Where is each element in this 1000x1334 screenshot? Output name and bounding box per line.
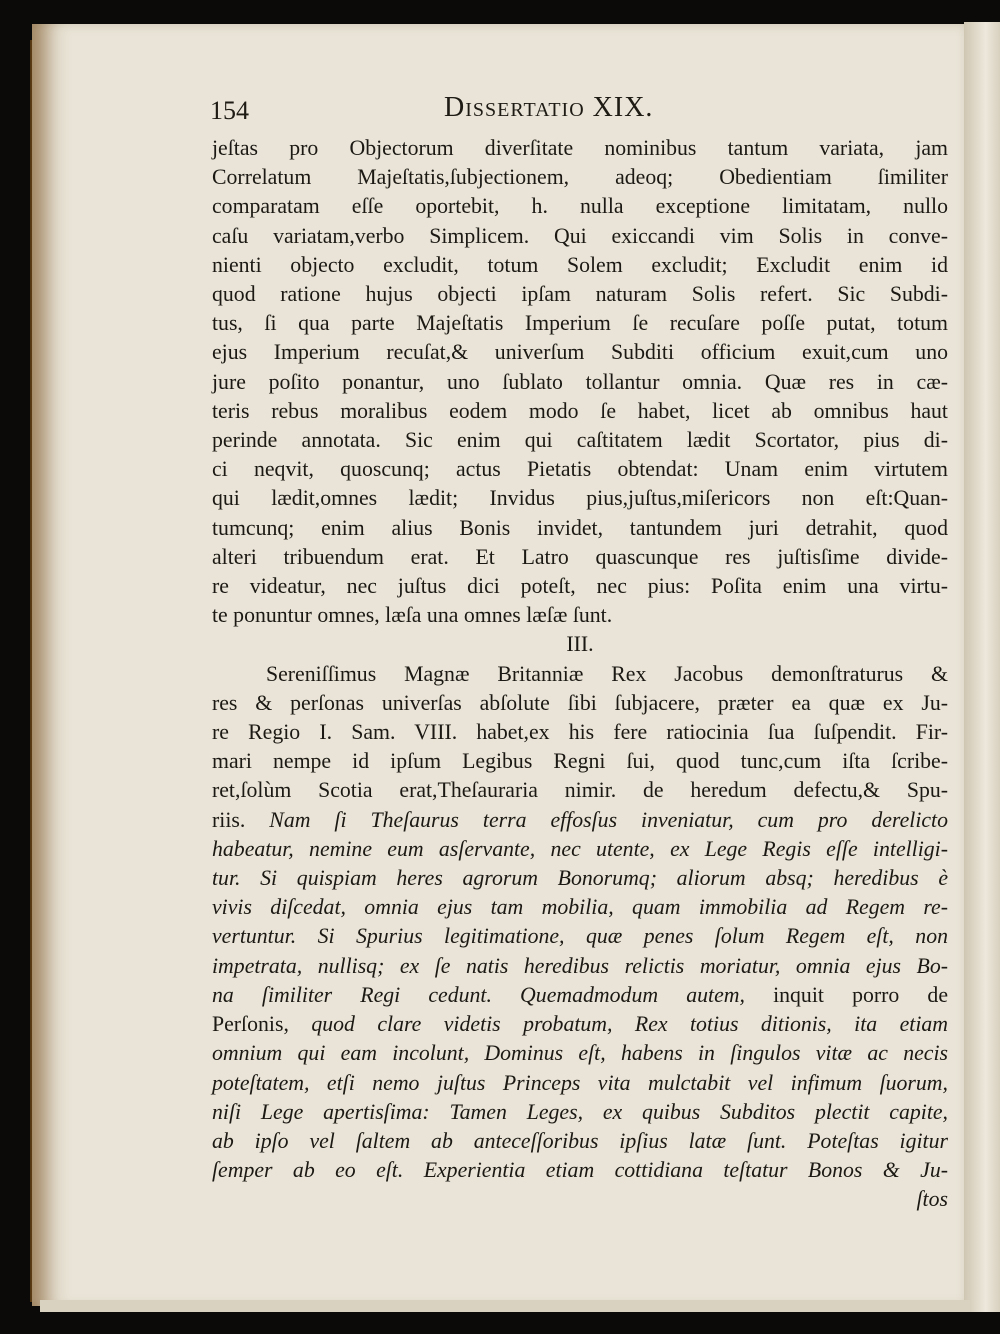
section-number: III. — [566, 632, 594, 657]
italic-line: niſi Lege apertisſima: Tamen Leges, ex quibus Subditos plectit capite, — [212, 1099, 948, 1124]
text-line-mixed — [212, 981, 948, 1010]
body-text — [212, 134, 948, 1215]
text-line-mixed — [212, 806, 948, 835]
italic-line: vivis diſcedat, omnia ejus tam mobilia, quam immobilia ad Regem re- — [212, 895, 948, 920]
page-header — [210, 90, 950, 130]
text-line: caſu variatam,verbo Simplicem. Qui exiccandi vim Solis in conve- — [212, 223, 948, 248]
italic-line: omnium qui eam incolunt, Dominus eſt, habens in ſingulos vitæ ac necis — [212, 1041, 948, 1066]
catchword: ſtos — [916, 1187, 948, 1212]
text-line: te ponuntur omnes, læſa una omnes læſæ ſunt. — [212, 603, 613, 628]
text-line: tumcunq; enim alius Bonis invidet, tantundem juri detrahit, quod — [212, 515, 948, 540]
text-line: quod ratione hujus objecti ipſam naturam Solis refert. Sic Subdi- — [212, 282, 948, 307]
text-line: alteri tribuendum erat. Et Latro quascunque res juſtisſime divide- — [212, 544, 948, 569]
italic-span: quod clare videtis probatum, Rex totius ditionis, ita etiam — [311, 1012, 949, 1037]
italic-line: impetrata, nullisq; ex ſe natis heredibus relictis moriatur, omnia ejus Bo- — [212, 953, 948, 978]
text-line: ejus Imperium recuſat,& univerſum Subditi officium exuit,cum uno — [212, 340, 948, 365]
italic-line: ſemper ab eo eſt. Experientia etiam cottidiana teſtatur Bonos & Ju- — [212, 1158, 948, 1183]
text-line: tus, ſi qua parte Majeſtatis Imperium ſe recuſare poſſe putat, totum — [212, 311, 948, 336]
text-line: perinde annotata. Sic enim qui caſtitatem lædit Scortator, pius di- — [212, 428, 948, 453]
page-bottom-edge — [40, 1300, 970, 1312]
text-line: Correlatum Majeſtatis,ſubjectionem, adeoq; Obedientiam ſimiliter — [212, 165, 948, 190]
page-number: 154 — [210, 96, 249, 125]
italic-line: habeatur, nemine eum asſervante, nec utente, ex Lege Regis eſſe intelligi- — [212, 836, 948, 861]
text-span: riis. — [212, 807, 246, 832]
text-line: ret,ſolùm Scotia erat,Theſauraria nimir. de heredum defectu,& Spu- — [212, 778, 948, 803]
italic-span: Nam ſi Theſaurus terra effosſus inveniatur, cum pro derelicto — [269, 807, 948, 832]
italic-line: vertuntur. Si Spurius legitimatione, quæ penes ſolum Regem eſt, non — [212, 924, 948, 949]
page-edge — [964, 22, 1000, 1312]
text-line: Sereniſſimus Magnæ Britanniæ Rex Jacobus demonſtraturus & — [266, 661, 948, 686]
text-line: jeſtas pro Objectorum diverſitate nominibus tantum variata, jam — [212, 136, 948, 160]
text-line: res & perſonas univerſas abſolute ſibi ſubjacere, præter ea quæ ex Ju- — [212, 690, 948, 715]
text-span: inquit porro de — [773, 982, 948, 1007]
italic-span: na ſimiliter Regi cedunt. Quemadmodum autem, — [212, 982, 745, 1007]
text-line: nienti objecto excludit, totum Solem excludit; Excludit enim id — [212, 252, 948, 277]
text-line: comparatam eſſe oportebit, h. nulla exceptione limitatam, nullo — [212, 194, 948, 219]
text-line: mari nempe id ipſum Legibus Regni ſui, quod tunc,cum iſta ſcribe- — [212, 749, 948, 774]
running-title: Dissertatio XIX. — [444, 92, 654, 123]
text-line: ci neqvit, quoscunq; actus Pietatis obtendat: Unam enim virtutem — [212, 457, 948, 482]
text-line-mixed — [212, 1010, 948, 1039]
italic-line: poteſtatem, etſi nemo juſtus Princeps vita mulctabit vel infimum ſuorum, — [212, 1070, 948, 1095]
text-line: teris rebus moralibus eodem modo ſe habet, licet ab omnibus haut — [212, 398, 948, 423]
text-line: re videatur, nec juſtus dici poteſt, nec pius: Poſita enim una virtu- — [212, 574, 948, 599]
text-line: jure poſito ponantur, uno ſublato tollantur omnia. Quæ res in cæ- — [212, 369, 948, 394]
text-span: Perſonis, — [212, 1012, 289, 1037]
text-line: re Regio I. Sam. VIII. habet,ex his fere ratiocinia ſua ſuſpendit. Fir- — [212, 720, 948, 745]
text-line: qui lædit,omnes lædit; Invidus pius,juſtus,miſericors non eſt:Quan- — [212, 486, 948, 511]
italic-line: ab ipſo vel ſaltem ab anteceſſoribus ipſius latæ ſunt. Poteſtas igitur — [212, 1128, 948, 1153]
italic-line: tur. Si quispiam heres agrorum Bonorumq; aliorum absq; heredibus è — [212, 866, 948, 891]
